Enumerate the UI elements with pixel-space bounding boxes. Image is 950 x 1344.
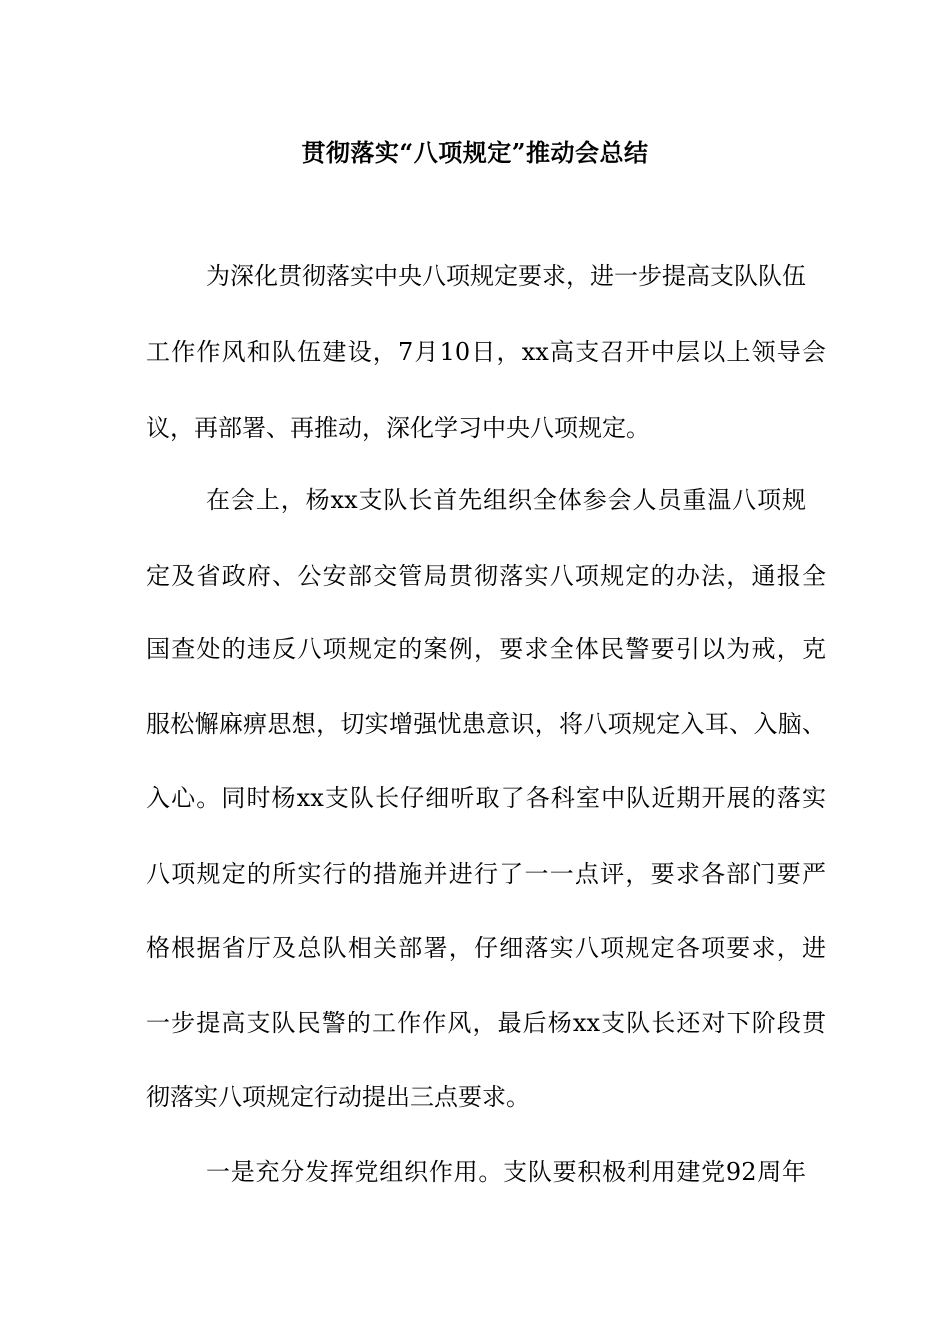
paragraph-line: 入心。同时杨xx支队长仔细听取了各科室中队近期开展的落实 (146, 784, 826, 812)
paragraph-line: 八项规定的所实行的措施并进行了一一点评，要求各部门要严 (146, 860, 826, 888)
paragraph-line: 定及省政府、公安部交管局贯彻落实八项规定的办法，通报全 (146, 562, 826, 590)
paragraph-line: 服松懈麻痹思想，切实增强忧患意识，将八项规定入耳、入脑、 (146, 710, 826, 738)
paragraph-line: 国查处的违反八项规定的案例，要求全体民警要引以为戒，克 (146, 635, 826, 663)
paragraph-line: 格根据省厅及总队相关部署，仔细落实八项规定各项要求，进 (146, 934, 826, 962)
paragraph-line: 在会上，杨xx支队长首先组织全体参会人员重温八项规 (206, 486, 806, 514)
paragraph-line: 一是充分发挥党组织作用。支队要积极利用建党92周年 (206, 1158, 806, 1186)
paragraph-line: 为深化贯彻落实中央八项规定要求，进一步提高支队队伍 (206, 262, 806, 290)
paragraph-line: 彻落实八项规定行动提出三点要求。 (146, 1083, 530, 1111)
paragraph-line: 一步提高支队民警的工作作风，最后杨xx支队长还对下阶段贯 (146, 1009, 826, 1037)
paragraph-line: 议，再部署、再推动，深化学习中央八项规定。 (146, 414, 650, 442)
document-title: 贯彻落实“八项规定”推动会总结 (301, 138, 649, 167)
paragraph-line: 工作作风和队伍建设，7月10日，xx高支召开中层以上领导会 (146, 338, 826, 366)
